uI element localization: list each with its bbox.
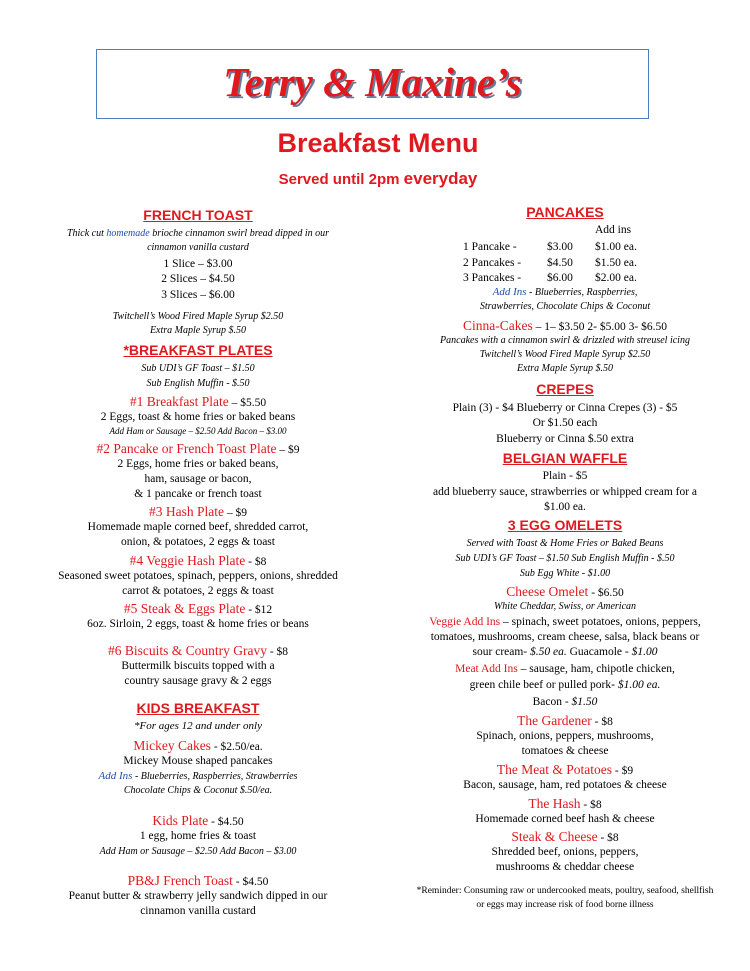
belgian-waffle-heading: BELGIAN WAFFLE [502,450,628,466]
guac-price: $1.00 [631,646,658,658]
mickey-cakes-desc: Mickey Mouse shaped pancakes [123,755,273,767]
plates-sub-muffin: Sub English Muffin - $.50 [146,378,250,389]
veggie-addins-2: tomatoes, mushrooms, cream cheese, salsa, black beans or [430,631,700,643]
pancake-label: 3 Pancakes - [463,272,522,284]
plate-2-name: #2 Pancake or French Toast Plate [96,441,277,456]
plate-3-name: #3 Hash Plate [149,504,224,519]
kids-plate-desc: 1 egg, home fries & toast [139,830,257,842]
meat-potatoes-price: - $9 [612,765,634,777]
pancakes-addins-2: Strawberries, Chocolate Chips & Coconut [479,301,651,312]
breakfast-plates-heading: *BREAKFAST PLATES [123,342,273,358]
gardener-desc-2: tomatoes & cheese [521,745,609,757]
served-prefix: Served until 2pm [278,171,404,188]
kids-addins-text: - Blueberries, Raspberries, Strawberries [132,771,298,782]
the-hash [395,795,735,813]
plate-3-desc-2: onion, & potatoes, 2 eggs & toast [121,536,275,548]
plate-4 [28,552,368,570]
plate-6-desc-2: country sausage gravy & 2 eggs [124,675,272,687]
kids-addins-2: Chocolate Chips & Coconut $.50/ea. [123,785,273,796]
pancakes-addins [395,286,735,298]
cinna-cakes [395,317,735,335]
pancakes-syrup: Twitchell’s Wood Fired Maple Syrup $2.50 [479,349,651,360]
veg-price: $.50 ea. [530,646,567,658]
gardener-name: The Gardener [517,713,592,728]
cheese-omelet [395,583,735,601]
omelets-sub-1: Sub UDI’s GF Toast – $1.50 Sub English Muffin - $.50 [455,553,675,564]
meat-addins-2 [395,679,735,691]
pancake-row [463,240,637,256]
hash-price: - $8 [580,799,602,811]
restaurant-name: Terry & Maxine’s [223,59,522,105]
plate-3-desc-1: Homemade maple corned beef, shredded carrot, [87,521,309,533]
crepes-line-3: Blueberry or Cinna $.50 extra [496,433,634,445]
pancake-addin: $1.50 ea. [595,256,637,269]
veggie-addins-text: – spinach, sweet potatoes, onions, peppers, [500,616,701,628]
plate-6 [28,642,368,660]
plate-2 [28,440,368,458]
steak-cheese-price: - $8 [597,832,619,844]
plate-1-name: #1 Breakfast Plate [129,394,229,409]
plates-sub-gf: Sub UDI’s GF Toast – $1.50 [141,363,255,374]
meat-potatoes-name: The Meat & Potatoes [496,762,612,777]
desc-text: Thick cut [66,228,107,239]
plate-4-desc-2: carrot & potatoes, 2 eggs & toast [122,585,274,597]
pancakes-addins-label: Add Ins [492,286,527,298]
bacon-addin [395,696,735,708]
crepes-heading: CREPES [536,381,594,397]
plate-5 [28,600,368,618]
gardener-price: - $8 [591,716,613,728]
crepes-line-2: Or $1.50 each [532,417,598,429]
plate-1-add: Add Ham or Sausage – $2.50 Add Bacon – $3.00 [109,426,287,436]
veggie-addins-3 [395,646,735,658]
meat-text: green chile beef or pulled pork- [469,679,618,691]
veggie-addins-label: Veggie Add Ins [429,616,501,628]
desc-homemade: homemade [106,228,150,239]
crepes-line-1: Plain (3) - $4 Blueberry or Cinna Crepes (3) - $5 [452,402,678,414]
hash-name: The Hash [528,796,581,811]
pbj-desc-1: Peanut butter & strawberry jelly sandwich dipped in our [68,890,328,902]
steak-desc-1: Shredded beef, onions, peppers, [491,846,639,858]
meat-addins [395,663,735,675]
plate-3 [28,503,368,521]
gardener-desc-1: Spinach, onions, peppers, mushrooms, [476,730,654,742]
french-toast-price-1: 1 Slice – $3.00 [163,258,233,270]
served-emphasis: everyday [403,169,478,188]
plate-3-price: – $9 [224,507,247,519]
kids-breakfast-heading: KIDS BREAKFAST [136,700,260,716]
the-gardener [395,712,735,730]
french-toast-price-2: 2 Slices – $4.50 [161,273,235,285]
mickey-cakes-price: - $2.50/ea. [210,741,263,753]
pbj-price: - $4.50 [232,876,269,888]
kids-plate-name: Kids Plate [152,813,209,828]
kids-addins [28,770,368,782]
plate-5-price: - $12 [245,604,273,616]
omelets-served: Served with Toast & Home Fries or Baked Beans [466,538,664,549]
omelets-sub-2: Sub Egg White - $1.00 [519,568,611,579]
hash-desc: Homemade corned beef hash & cheese [475,813,655,825]
meat-addins-text: – sausage, ham, chipotle chicken, [517,663,675,675]
plate-4-price: - $8 [245,556,267,568]
pancakes-addins-head: Add ins [595,224,632,236]
pancake-row [463,271,637,287]
cheese-omelet-desc: White Cheddar, Swiss, or American [493,601,637,612]
plate-4-name: #4 Veggie Hash Plate [129,553,246,568]
french-toast-heading: FRENCH TOAST [143,207,253,223]
reminder-2: or eggs may increase risk of food borne illness [476,900,654,910]
kids-ages: *For ages 12 and under only [133,720,262,732]
omelets-heading: 3 EGG OMELETS [507,517,623,533]
left-column [28,0,368,971]
cinna-cakes-price: – 1– $3.50 2- $5.00 3- $6.50 [532,321,667,333]
meat-potatoes-desc: Bacon, sausage, ham, red potatoes & cheese [463,779,667,791]
cheese-omelet-name: Cheese Omelet [506,584,589,599]
pancake-addin: $1.00 ea. [595,241,637,253]
steak-desc-2: mushrooms & cheddar cheese [495,861,635,873]
pancakes-addins-text: - Blueberries, Raspberries, [526,287,638,298]
french-toast-price-3: 3 Slices – $6.00 [161,289,235,301]
plate-1-desc: 2 Eggs, toast & home fries or baked beans [100,411,296,423]
pancake-label: 2 Pancakes - [463,256,522,269]
pancakes-heading: PANCAKES [526,204,604,220]
pbj-name: PB&J French Toast [127,873,233,888]
plate-5-desc-1: 6oz. Sirloin, 2 eggs, toast & home fries or beans [87,618,309,630]
cheese-omelet-price: - $6.50 [588,587,624,599]
pbj-desc-2: cinnamon vanilla custard [140,905,256,917]
plate-6-name: #6 Biscuits & Country Gravy [107,643,267,658]
meat-price: $1.00 ea. [617,679,661,691]
french-toast-desc-2: cinnamon vanilla custard [147,242,249,253]
plate-2-desc-2: ham, sausage or bacon, [144,473,252,485]
meat-addins-label: Meat Add Ins [455,663,518,675]
pancake-row [463,256,637,272]
pancake-addin: $2.00 ea. [595,272,637,284]
plate-2-desc-1: 2 Eggs, home fries or baked beans, [117,458,279,470]
kids-plate-price: - $4.50 [208,816,244,828]
french-toast-syrup: Twitchell’s Wood Fired Maple Syrup $2.50 [112,311,284,322]
steak-cheese [395,828,735,846]
veg-text: sour cream- [472,646,531,658]
plate-6-price: - $8 [266,646,289,658]
menu-title: Breakfast Menu [277,128,479,158]
waffle-line-3: $1.00 ea. [544,501,586,513]
plate-4-desc-1: Seasoned sweet potatoes, spinach, peppers, onions, shredded [58,570,338,582]
pancake-price: $4.50 [547,256,573,269]
desc-text: brioche cinnamon swirl bread dipped in our [149,228,330,239]
plate-2-price: – $9 [276,444,300,456]
french-toast-desc [28,228,368,239]
waffle-line-1: Plain - $5 [542,470,588,482]
veg-text: Guacamole - [566,646,632,658]
pancake-price: $3.00 [547,241,573,253]
mickey-cakes [28,737,368,755]
plate-1-price: – $5.50 [228,397,267,409]
cinna-cakes-name: Cinna-Cakes [463,318,533,333]
pbj-french-toast [28,872,368,890]
mickey-cakes-name: Mickey Cakes [133,738,211,753]
bacon-price: $1.50 [571,696,598,708]
reminder-1: *Reminder: Consuming raw or undercooked meats, poultry, seafood, shellfish [416,886,714,896]
plate-5-name: #5 Steak & Eggs Plate [123,601,246,616]
pancake-price: $6.00 [547,272,573,284]
bacon-text: Bacon - [532,696,572,708]
kids-addins-label: Add Ins [98,770,133,782]
meat-potatoes [395,761,735,779]
plate-1 [28,393,368,411]
plate-6-desc-1: Buttermilk biscuits topped with a [121,660,275,672]
pancake-rows [463,240,637,287]
french-toast-extra: Extra Maple Syrup $.50 [149,325,247,336]
kids-plate-add: Add Ham or Sausage – $2.50 Add Bacon – $3.00 [99,846,297,857]
kids-plate [28,812,368,830]
veggie-addins [395,616,735,628]
steak-cheese-name: Steak & Cheese [511,829,598,844]
plate-2-desc-3: & 1 pancake or french toast [134,488,262,500]
cinna-cakes-desc: Pancakes with a cinnamon swirl & drizzled with streusel icing [440,335,690,346]
waffle-line-2: add blueberry sauce, strawberries or whipped cream for a [432,486,698,498]
pancakes-extra: Extra Maple Syrup $.50 [516,363,614,374]
right-column [395,0,735,971]
pancake-label: 1 Pancake - [463,241,517,253]
